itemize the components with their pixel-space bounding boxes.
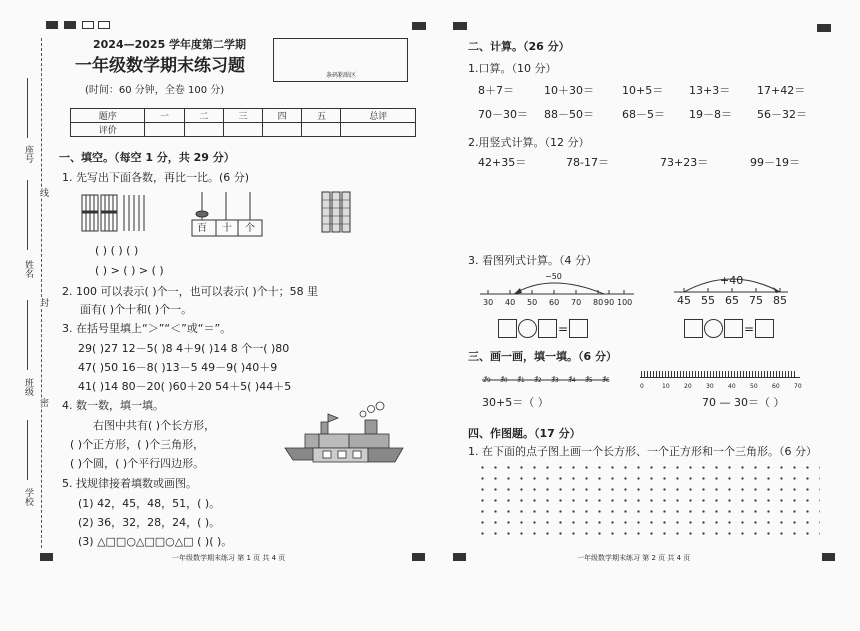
question-2-line1[interactable]: 2. 100 可以表示( )个一，也可以表示( )个十；58 里 [62,285,319,298]
ruler1-tick: 30 [500,377,508,384]
score-head: 题序 [71,109,145,123]
oral-calc-heading: 1.口算。（10 分） [468,62,557,75]
score-head: 四 [263,109,302,123]
ruler-2-line [640,377,800,378]
question-5: 5. 找规律接着填数或画图。 [62,477,197,490]
q5-part-2[interactable]: (2) 36，32，28，24，( )。 [78,516,221,529]
nl1-tick: 60 [549,298,560,307]
binding-mark-seal: 封 [38,298,48,307]
vertical-calc-item[interactable]: 99－19＝ [750,156,800,169]
score-table [70,108,416,137]
ruler2-tick: 20 [684,383,692,390]
q4-line-2[interactable]: ( )个正方形，( )个三角形， [70,438,205,451]
score-cell[interactable] [341,123,416,137]
oral-calc-item[interactable]: 19－8＝ [689,108,732,121]
numberline-question: 3. 看图列式计算。（4 分） [468,254,597,267]
vertical-calc-item[interactable]: 42+35＝ [478,156,527,169]
nl1-tick: 80 [593,298,604,307]
oral-calc-item[interactable]: 13+3＝ [689,84,731,97]
q1-number-blanks[interactable]: ( ) ( ) ( ) [95,244,139,257]
ruler1-tick: 31 [517,377,525,384]
ruler2-tick: 50 [750,383,758,390]
question-2-line2[interactable]: 面有( )个十和( )个一。 [80,303,193,316]
ruler1-tick: 35 [585,377,593,384]
seat-blank [27,78,28,138]
nl1-tick: 30 [483,298,494,307]
ruler-2-ticks [641,371,796,377]
answer-square[interactable] [724,319,743,338]
registration-mark [46,21,58,29]
ship-shapes-figure [283,400,408,475]
registration-mark [412,553,425,561]
side-label-class: 班级 [23,378,33,396]
nl2-tick: 85 [773,294,787,307]
q4-line-1[interactable]: 右图中共有( )个长方形， [93,419,216,432]
side-label-school: 学校 [23,488,33,506]
equals-sign: = [558,321,569,336]
q5-part-3[interactable]: (3) △□□○△□□○△□ ( )( )。 [78,535,233,548]
cube-rods-figure [320,190,360,236]
oral-calc-item[interactable]: 10＋30＝ [544,84,594,97]
equals-sign: = [744,321,755,336]
stick-bundles-figure [80,190,150,236]
ruler2-tick: 70 [794,383,802,390]
nl1-tick: 90 [604,298,615,307]
score-cell[interactable] [263,123,302,137]
binding-mark-secret: 密 [38,398,48,407]
fill-equation-2[interactable]: 70 — 30＝（ ） [702,396,785,409]
name-blank [27,180,28,250]
ruler1-tick: 34 [568,377,576,384]
nl2-tick: 45 [677,294,691,307]
q3-row-2[interactable]: 47( )50 16－8( )13－5 49－9( )40＋9 [78,361,278,374]
class-blank [27,300,28,370]
answer-square[interactable] [755,319,774,338]
school-blank [27,420,28,480]
q3-row-3[interactable]: 41( )14 80－20( )60＋20 54＋5( )44＋5 [78,380,292,393]
side-label-name: 姓名 [23,260,33,278]
abacus-label-tens: 十 [222,223,232,234]
page-footer-2: 一年级数学期末练习 第 2 页 共 4 页 [577,554,691,562]
registration-mark [453,22,467,30]
nl1-tick: 50 [527,298,538,307]
registration-mark [40,553,53,561]
ruler2-tick: 10 [662,383,670,390]
nl1-tick: 100 [617,298,633,307]
dot-grid[interactable] [476,462,820,540]
registration-mark [98,21,110,29]
answer-circle[interactable] [518,319,537,338]
binding-line [41,38,42,548]
score-head: 五 [302,109,341,123]
answer-boxes-1[interactable] [498,318,589,338]
side-label-seat: 座号 [23,145,33,163]
ruler2-tick: 0 [640,383,644,390]
nl2-tick: 65 [725,294,739,307]
page-footer-1: 一年级数学期末练习 第 1 页 共 4 页 [172,554,286,562]
score-head: 总评 [341,109,416,123]
time-info: (时间：60 分钟，全卷 100 分) [85,85,225,96]
answer-boxes-2[interactable] [684,318,775,338]
score-head: 一 [145,109,184,123]
barcode-label: 条码粘贴区 [326,72,357,79]
ruler1-tick: 36 [602,377,610,384]
score-head: 三 [223,109,262,123]
q1-compare-line[interactable]: ( ) > ( ) > ( ) [95,264,164,277]
score-cell[interactable] [184,123,223,137]
barcode-area [273,38,408,82]
vertical-calc-item[interactable]: 78-17＝ [566,156,609,169]
oral-calc-item[interactable]: 56－32＝ [757,108,807,121]
nl1-tick: 40 [505,298,516,307]
ruler2-tick: 30 [706,383,714,390]
registration-mark [64,21,76,29]
nl1-tick: 70 [571,298,582,307]
registration-mark [453,553,466,561]
nl2-tick: 75 [749,294,763,307]
oral-calc-item[interactable]: 70－30＝ [478,108,528,121]
score-cell[interactable] [223,123,262,137]
answer-square[interactable] [538,319,557,338]
oral-calc-item[interactable]: 68－5＝ [622,108,665,121]
ruler1-tick: 33 [551,377,559,384]
nl2-tick: 55 [701,294,715,307]
q5-part-1[interactable]: (1) 42，45，48，51，( )。 [78,497,221,510]
answer-square[interactable] [569,319,588,338]
registration-mark [817,24,831,32]
registration-mark [82,21,94,29]
ruler2-tick: 60 [772,383,780,390]
question-1: 1. 先写出下面各数，再比一比。(6 分) [62,171,250,184]
section-fill-blank: 一、填空。（每空 1 分，共 29 分） [59,151,235,164]
oral-calc-item[interactable]: 88－50＝ [544,108,594,121]
abacus-label-ones: 个 [245,223,255,234]
number-line-1-arc-label: −50 [545,272,562,281]
score-row-label: 评价 [71,123,145,137]
q4-line-3[interactable]: ( )个圆，( )个平行四边形。 [70,457,205,470]
section-drawing: 四、作图题。（17 分） [468,427,581,440]
oral-calc-item[interactable]: 17+42＝ [757,84,806,97]
registration-mark [412,22,426,30]
oral-calc-item[interactable]: 10+5＝ [622,84,664,97]
answer-square[interactable] [684,319,703,338]
ruler1-tick: 29 [483,377,491,384]
section-draw-fill: 三、画一画，填一填。（6 分） [468,350,617,363]
answer-square[interactable] [498,319,517,338]
binding-mark-line: 线 [38,188,48,197]
score-cell[interactable] [302,123,341,137]
school-year: 2024—2025 学年度第二学期 [93,38,247,51]
ruler2-tick: 40 [728,383,736,390]
vertical-calc-item[interactable]: 73+23＝ [660,156,709,169]
q3-row-1[interactable]: 29( )27 12－5( )8 4＋9( )14 8 个一( )80 [78,342,290,355]
ruler1-tick: 32 [534,377,542,384]
vertical-calc-heading: 2.用竖式计算。（12 分） [468,136,590,149]
question-4: 4. 数一数，填一填。 [62,399,164,412]
section-calculation: 二、计算。（26 分） [468,40,570,53]
registration-mark [822,553,835,561]
number-line-2-arc-label: +40 [720,274,744,287]
question-3: 3. 在括号里填上“＞”“＜”或“＝”。 [62,322,232,335]
score-head: 二 [184,109,223,123]
score-cell[interactable] [145,123,184,137]
exam-title: 一年级数学期末练习题 [75,56,245,76]
answer-circle[interactable] [704,319,723,338]
oral-calc-item[interactable]: 8＋7＝ [478,84,514,97]
drawing-question-1: 1. 在下面的点子图上画一个长方形、一个正方形和一个三角形。（6 分） [468,445,817,458]
fill-equation-1[interactable]: 30+5＝（ ） [482,396,549,409]
abacus-label-hundreds: 百 [197,223,207,234]
